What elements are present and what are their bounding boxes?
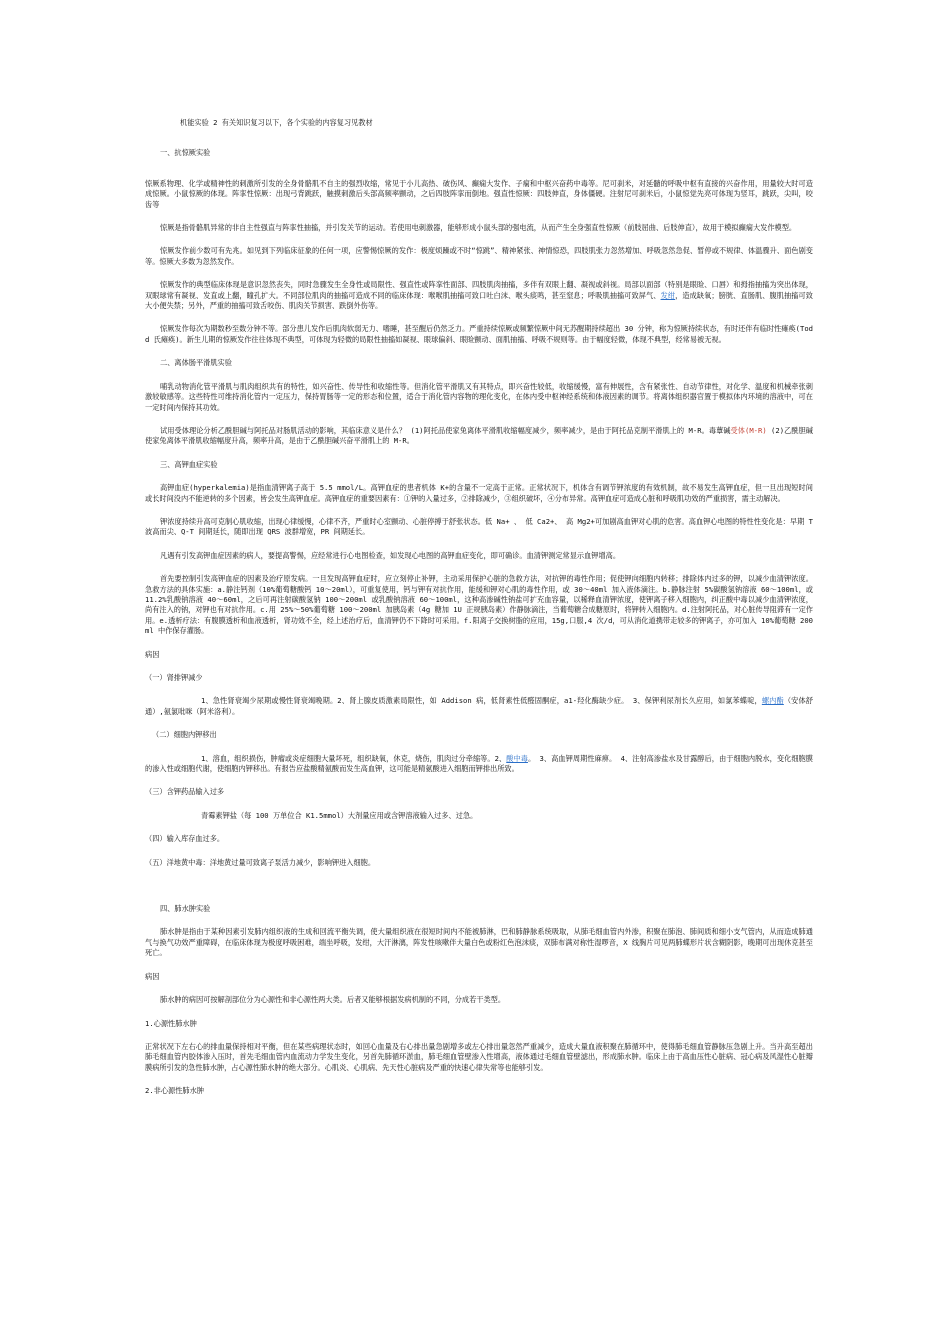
subheading-cause-4: （四）输入库存血过多。 [145, 834, 225, 844]
subheading-cause-3: （三）含钾药品输入过多 [145, 787, 225, 797]
paragraph: 高钾血症(hyperkalemia)是指血清钾离子高于 5.5 mmol/L。高钾血症的患者机体 K+的含量不一定高于正常。正常状况下，机体含有调节钾浓度的有效机制，故不易发生高钾血症，但一旦出现短时间或长时间没内不能逆转的多个因素，皆会发生高钾血症。高钾血症的重要因素有：①钾的入量过多，②排除减少，③组织破坏，④分布异常。高钾血症可造成心脏和呼吸肌功效的严重损害，需主动解决。 [145, 483, 813, 503]
subheading-etiology-2: 病因 [145, 971, 160, 981]
paragraph [145, 754, 813, 775]
paragraph: 哺乳动物消化管平滑肌与肌肉组织共有的特性，如兴奋性、传导性和收缩性等。但消化管平滑肌又有其特点，即兴奋性较低，收缩缓慢，富有伸展性，含有紧张性、自动节律性，对化学、温度和机械牵张刺激较敏感等。这些特性可维持消化管内一定压力，保持胃肠等一定的形态和位置，适合于消化管内容物的理化变化，在体内受中枢神经系统和体液因素的调节。将离体组织器官置于模拟体内环境的溶液中，可在一定时间内保持其功效。 [145, 381, 813, 412]
paragraph: 惊厥是指骨骼肌异常的非自主性强直与阵挛性抽搐，并引发关节的运动。若使用电刺激器，能够形成小鼠头部的强电流，从而产生全身强直性惊厥（前肢屈曲、后肢伸直），故用于模拟癫痫大发作模型。 [160, 223, 797, 233]
paragraph: 青霉素钾盐（每 100 万单位合 K1.5mmol）大剂量应用或含钾溶液输入过多、过急。 [201, 810, 478, 820]
subheading-cause-5: （五）洋地黄中毒：洋地黄过量可致离子泵活力减少，影响钾进入细胞。 [145, 857, 376, 867]
paragraph [145, 426, 813, 447]
link-spironolactone[interactable]: 螺内酯 [761, 696, 784, 706]
text-run: 惊厥发作的典型临床体现是意识忽然丧失，同时急骤发生全身性或局限性、强直性或阵挛性面部、四肢肌肉抽搐，多伴有双眼上翻、凝视或斜视。局部以面部（特别是眼睑、口唇）和拇指抽搐为突出体现，双眼球常有凝视、发直或上翻，瞳孔扩大。不同部位肌肉的抽搐可造成不同的临床体现：喉喉肌抽搐可致口吐白沫、喉头痰鸣，甚至窒息；呼吸肌抽搐可致屏气、 [145, 280, 813, 300]
paragraph: 惊厥系物理、化学或精神性的刺激所引发的全身骨骼肌不自主的强烈收缩，常见于小儿高热、破伤风、癫痫大发作、子痫和中枢兴奋药中毒等。尼可刹米，对延髓的呼吸中枢有直接的兴奋作用，用量较大时可造成惊厥。小鼠惊厥的体现。阵挛性惊厥：出现弓背跳跃，触摸刺激后头部高频率颤动，之后四肢阵挛而倒地。强直性惊厥：四肢伸直，身体僵硬。注射尼可刹米后，小鼠惊觉先亮可体现为竖耳，跳跃，尖叫，咬齿等 [145, 178, 813, 209]
text-run: 1、溶血，组织损伤，肿瘤或炎症细胞大量坏死，组织缺氧，休克，烧伤，肌肉过分牵缩等。2、 [201, 753, 507, 763]
paragraph: 肺水肿的病因可按解剖部位分为心源性和非心源性两大类。后者又能够根据发病机制的不同，分成若干类型。 [160, 995, 506, 1005]
paragraph: 惊厥发作每次为期数秒至数分钟不等。部分患儿发作后肌肉软弱无力、嗜睡，甚至醒后仍然乏力。严重持续惊厥或频繁惊厥中间无苏醒期持续超出 30 分钟，称为惊厥持续状态，有时还伴有临时性瘫痪(Todd 氏瘫痪)。新生儿期的惊厥发作往往体现不典型，可体现为轻微的局限性抽搐如凝视、眼球偏斜、眼睑颤动、面肌抽搐、呼吸不规则等。由于幅度轻微，体现不典型，经常易被无视。 [145, 324, 813, 344]
paragraph: 惊厥发作前少数可有先兆。如见到下列临床征象的任何一项，应警惕惊厥的发作：极度烦躁或不时“惊跳”、精神紧张、神情惊恐，四肢肌张力忽然增加、呼吸忽然急促、暂停或不规律、体温骤升、面色剧变等。惊厥大多数为忽然发作。 [145, 246, 813, 266]
subheading-cause-2: （二）细胞内钾移出 [152, 730, 217, 740]
subheading-cause-1: （一）肾排钾减少 [145, 673, 203, 682]
text-run: （安体舒通）,氨氯吡咪（阿米洛利）。 [145, 696, 813, 716]
link-cyanosis[interactable]: 发绀 [660, 290, 676, 300]
intro-line: 机能实验 2 有关知识复习以下，各个实验的内容复习见教材 [180, 118, 373, 127]
paragraph: 首先要控制引发高钾血症的因素及治疗原发病。一旦发现高钾血症时，应立刻停止补钾，主动采用保护心脏的急救方法，对抗钾的毒性作用；促使钾向细胞内转移；排除体内过多的钾，以减少血清钾浓度。急救方法的具体实施：a.静注钙剂（10%葡萄糖酸钙 10～20ml），可重复使用，钙与钾有对抗作用，能缓和钾对心肌的毒性作用，或 30～40ml 加入液体滴注。b.静脉注射 5%碳酸氢钠溶液 60～100ml，或 11.2%乳酸钠溶液 40～60ml，之后可再注射碳酸氢钠 100～200ml 或乳酸钠溶液 60～100ml，这种高渗碱性钠盐可扩充血容量，以稀释血清钾浓度，使钾离子移入细胞内，纠正酸中毒以减少血清钾浓度，尚有注入的钠，对钾也有对抗作用。c.用 25%～50%葡萄糖 100～200ml 加胰岛素（4g 糖加 1U 正规胰岛素）作静脉滴注，当葡萄糖合成糖原时，将钾转入细胞内。d.注射阿托品，对心脏传导阻滞有一定作用。e.透析疗法：有腹膜透析和血液透析，肾功效不全，经上述治疗后，血清钾仍不下降时可采用。f.阳离子交换树脂的应用，15g,口服,4 次/d，可从消化道携带走较多的钾离子，亦可加入 10%葡萄糖 200ml 中作保存灌肠。 [145, 574, 813, 636]
section-title-anticonvulsant: 一、抗惊厥实验 [160, 148, 211, 158]
text-run: 1、急性肾衰竭少尿期或慢性肾衰竭晚期。2、肾上腺皮质激素局限性，如 Addison 病，低肾素性低醛固酮症，a1-羟化酶缺少症。 3、保钾利尿剂长久应用，如氯苯蝶啶， [201, 696, 762, 706]
link-acidosis[interactable]: 酸中毒 [506, 753, 528, 763]
paragraph [145, 696, 813, 717]
section-title-hyperkalemia: 三、高钾血症实验 [160, 459, 218, 469]
paragraph: 肺水肿是指由于某种因素引发肺内组织液的生成和回流平衡失调，使大量组织液在很短时间内不能被肺淋，巴和肺静脉系统吸取，从肺毛细血管内外渗，积聚在肺泡、肺间质和细小支气管内，从而造成肺通气与换气功效严重障碍，在临床体现为极度呼吸困难，端坐呼吸，发绀，大汗淋漓，阵发性咳嗽伴大量白色或粉红色泡沫痰，双肺布满对称性湿啰音，X 线胸片可见两肺蝶形片状含糊阴影，晚期可出现休克甚至死亡。 [145, 927, 813, 958]
paragraph: 正常状况下左右心的排血量保持相对平衡，但在某些病理状态时，如回心血量及右心排出量急剧增多或左心排出量忽然严重减少，造成大量血液积聚在肺循环中，使得肺毛细血管静脉压急剧上升。当升高至超出肺毛细血管内胶体渗入压时，首先毛细血管内血流动力学发生变化，另首先肺循环淤血，肺毛细血管壁渗入性增高，液体通过毛细血管壁滤出，形成肺水肿。临床上由于高血压性心脏病、冠心病及风湿性心脏瓣膜病所引发的急性肺水肿，占心源性肺水肿的绝大部分。心肌炎、心肌病、先天性心脏病及严重的快速心律失常等也能够引发。 [145, 1041, 813, 1072]
text-run: 。 3、高血钾周期性麻痹。 4、注射高渗盐水及甘露醇后，由于细胞内脱水，变化细胞膜的渗入性或细胞代谢，使细胞内钾移出。有报告应盐酸精氨酸而发生高血钾，这可能是精氨酸进入细胞而钾排出所致。 [145, 753, 813, 774]
document-body [145, 118, 813, 1097]
section-title-pulmonary-edema: 四、肺水肿实验 [160, 904, 211, 914]
paragraph: 凡遇有引发高钾血症因素的病人，要提高警惕，应经常进行心电图检查，如发现心电图的高钾血症变化，即可确诊。血清钾测定常显示血钾增高。 [160, 550, 621, 560]
text-run: ，造成缺氧；膀胱、直肠肌、腹肌抽搐可致大小便失禁；另外，严重的抽搐可致舌咬伤、肌肉关节损害、跌倒外伤等。 [145, 290, 813, 311]
section-title-intestinal-muscle: 二、离体肠平滑肌实验 [160, 358, 232, 368]
subheading-cardiogenic: 1.心源性肺水肿 [145, 1018, 197, 1028]
paragraph [145, 280, 813, 311]
link-receptor[interactable]: 受体(M-R) [730, 425, 767, 435]
paragraph: 钾浓度持续升高可克制心肌收缩，出现心律缓慢，心律不齐，严重时心室颤动、心脏停搏于舒张状态。低 Na+ 、 低 Ca2+、 高 Mg2+可加剧高血钾对心肌的危害。高血钾心电图的特性性变化是：早期 T 波高而尖、Q-T 间期延长，随即出现 QRS 波群增宽，PR 间期延长。 [145, 516, 813, 537]
text-run: 试用受体理论分析乙酰胆碱与阿托品对肠肌活动的影响，其临床意义是什么？ (1)阿托品使家兔离体平滑肌收缩幅度减少，频率减少，是由于阿托品克制平滑肌上的 M-R。毒蕈碱 [160, 425, 731, 435]
subheading-noncardiogenic: 2.非心源性肺水肿 [145, 1086, 204, 1096]
text-run: (2)乙酰胆碱使家兔离体平滑肌收缩幅度升高，频率升高，是由于乙酰胆碱兴奋平滑肌上的 M-R。 [145, 425, 813, 446]
subheading-etiology: 病因 [145, 649, 160, 659]
